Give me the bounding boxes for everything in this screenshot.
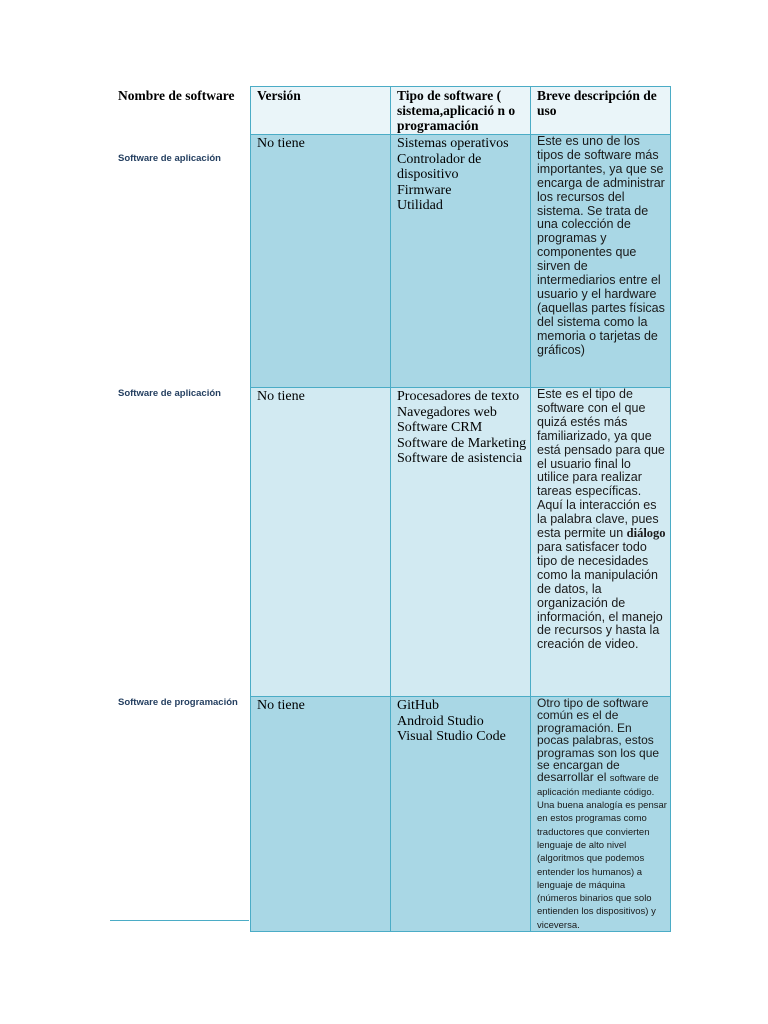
row-version-cell bbox=[251, 135, 391, 388]
row-types bbox=[391, 135, 530, 214]
row-version-cell bbox=[251, 697, 391, 932]
type-item: Sistemas operativos bbox=[397, 136, 509, 151]
header-cell-name bbox=[111, 87, 251, 135]
header-row bbox=[111, 87, 671, 135]
description-small-text: software de aplicación mediante código. Una buena analogía es pensar en estos programas como traductores que convierten lenguaje de alto nivel (algoritmos que podemos entender los humanos) a lenguaje de máquina (números binarios que solo entienden los dispositivos) y viceversa. bbox=[537, 773, 667, 931]
type-item: Visual Studio Code bbox=[397, 729, 506, 744]
table-row bbox=[111, 388, 671, 697]
type-item: Utilidad bbox=[397, 198, 443, 213]
row-description bbox=[531, 388, 670, 652]
table-bottom-rule bbox=[110, 920, 249, 921]
table-row bbox=[111, 135, 671, 388]
row-description bbox=[531, 697, 670, 931]
type-item: Software CRM bbox=[397, 420, 483, 435]
row-name: Software de aplicación bbox=[118, 153, 221, 164]
header-description: Breve descripción de uso bbox=[537, 88, 657, 118]
row-name-cell bbox=[111, 697, 251, 932]
row-version: No tiene bbox=[257, 389, 305, 404]
header-name: Nombre de software bbox=[118, 88, 235, 103]
description-text: Otro tipo de software común es el de programación. En pocas palabras, estos programas son los que se encargan de desarrollar el bbox=[537, 696, 660, 785]
software-table bbox=[110, 86, 671, 932]
header-type: Tipo de software ( sistema,aplicació n o programación bbox=[397, 88, 516, 133]
type-item: Procesadores de texto bbox=[397, 389, 520, 404]
description-text: Este es el tipo de software con el que quizá estés más familiarizado, ya que está pensado para que el usuario final lo utilice para realizar tareas específicas. Aquí la interacción es la palabra clave, pues esta permite un bbox=[537, 387, 665, 541]
description-bold: diálogo bbox=[626, 526, 666, 541]
row-version-cell bbox=[251, 388, 391, 697]
row-description-cell bbox=[531, 697, 671, 932]
row-name: Software de programación bbox=[118, 697, 238, 708]
row-description-cell bbox=[531, 388, 671, 697]
row-types-cell bbox=[391, 388, 531, 697]
type-item: Android Studio bbox=[397, 713, 484, 729]
header-version: Versión bbox=[257, 88, 301, 103]
header-cell-version bbox=[251, 87, 391, 135]
description-text: para satisfacer todo tipo de necesidades como la manipulación de datos, la organización de información, el manejo de recursos y hasta la creación de video. bbox=[537, 539, 663, 652]
row-types bbox=[391, 388, 530, 467]
row-types-cell bbox=[391, 697, 531, 932]
header-cell-type bbox=[391, 87, 531, 135]
type-item: Firmware bbox=[397, 182, 452, 198]
type-item: Software de asistencia bbox=[397, 451, 523, 466]
type-item: Software de Marketing bbox=[397, 435, 527, 451]
header-cell-description bbox=[531, 87, 671, 135]
row-version: No tiene bbox=[257, 136, 305, 151]
row-description-cell bbox=[531, 135, 671, 388]
row-types bbox=[391, 697, 530, 745]
row-types-cell bbox=[391, 135, 531, 388]
type-item: Controlador de dispositivo bbox=[397, 151, 482, 182]
row-description: Este es uno de los tipos de software más importantes, ya que se encarga de administrar los recursos del sistema. Se trata de una colección de programas y componentes que sirven de intermediarios entre el usuario y el hardware (aquellas partes físicas del sistema como la memoria o tarjetas de gráficos) bbox=[537, 134, 665, 357]
row-name: Software de aplicación bbox=[118, 388, 221, 399]
type-item: Navegadores web bbox=[397, 404, 497, 420]
type-item: GitHub bbox=[397, 698, 439, 713]
row-name-cell bbox=[111, 388, 251, 697]
row-version: No tiene bbox=[257, 698, 305, 713]
row-name-cell bbox=[111, 135, 251, 388]
table-row bbox=[111, 697, 671, 932]
